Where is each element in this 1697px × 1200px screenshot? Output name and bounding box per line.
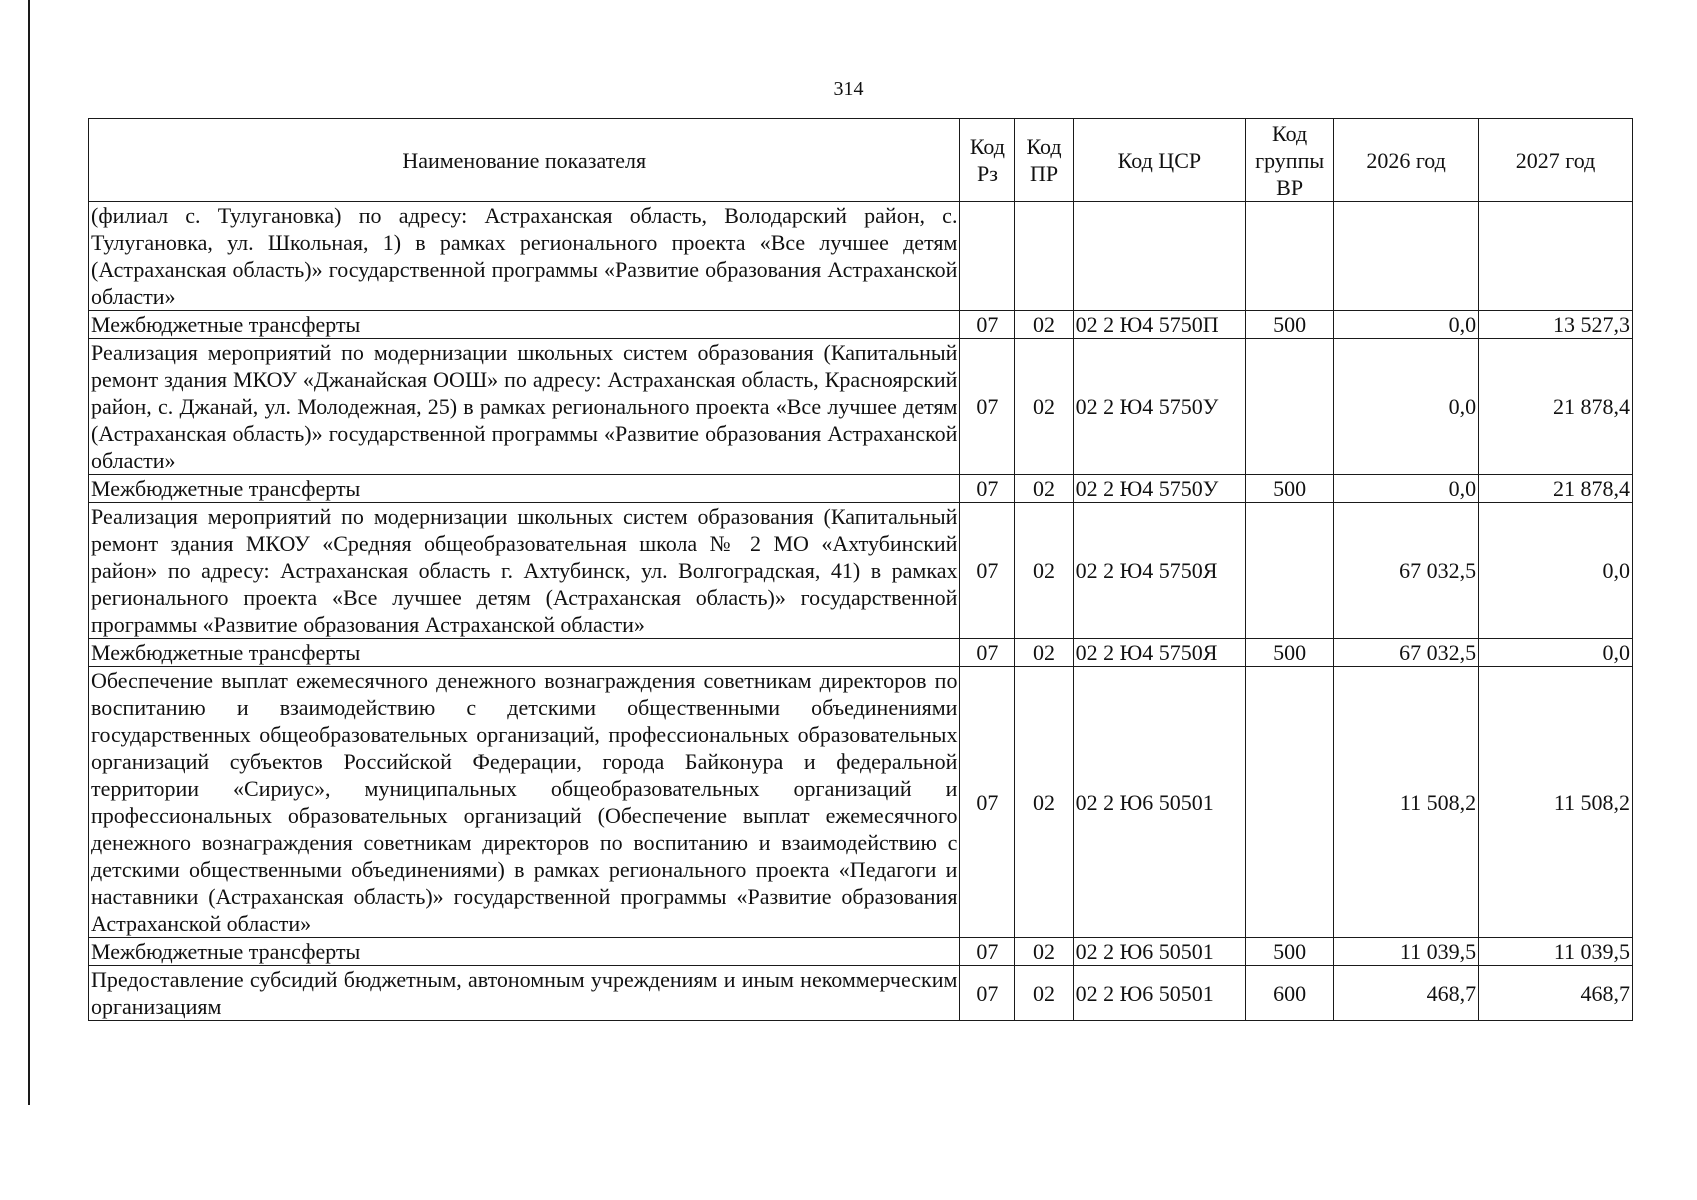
cell-vr	[1246, 503, 1334, 639]
cell-name: Реализация мероприятий по модернизации школьных систем образования (Капитальный ремонт здания МКОУ «Джанайская ООШ» по адресу: Астраханская область, Красноярский район, с. Джанай, ул. Молодежная, 25) в рамках регионального проекта «Все лучшее детям (Астраханская область)» государственной программы «Развитие образования Астраханской области»	[89, 339, 960, 475]
table-row	[89, 202, 1633, 311]
cell-2026: 0,0	[1334, 339, 1479, 475]
budget-table	[88, 118, 1633, 1021]
cell-pr: 02	[1015, 667, 1073, 938]
cell-pr: 02	[1015, 475, 1073, 503]
cell-name: Межбюджетные трансферты	[89, 311, 960, 339]
cell-pr: 02	[1015, 966, 1073, 1021]
cell-csr: 02 2 Ю4 5750Я	[1073, 503, 1246, 639]
cell-rz: 07	[960, 311, 1015, 339]
cell-csr: 02 2 Ю4 5750П	[1073, 311, 1246, 339]
cell-name: Обеспечение выплат ежемесячного денежного вознаграждения советникам директоров по воспитанию и взаимодействию с детскими общественными объединениями государственных общеобразовательных организаций, профессиональных образовательных организаций субъектов Российской Федерации, города Байконура и федеральной территории «Сириус», муниципальных общеобразовательных организаций и профессиональных образовательных организаций (Обеспечение выплат ежемесячного денежного вознаграждения советникам директоров по воспитанию и взаимодействию с детскими общественными объединениями) в рамках регионального проекта «Педагоги и наставники (Астраханская область)» государственной программы «Развитие образования Астраханской области»	[89, 667, 960, 938]
cell-pr: 02	[1015, 339, 1073, 475]
cell-rz: 07	[960, 639, 1015, 667]
cell-vr	[1246, 667, 1334, 938]
cell-rz: 07	[960, 339, 1015, 475]
header-pr: Код ПР	[1015, 119, 1073, 202]
cell-name: Межбюджетные трансферты	[89, 639, 960, 667]
cell-name: Межбюджетные трансферты	[89, 938, 960, 966]
table-row	[89, 966, 1633, 1021]
page-number: 314	[833, 78, 864, 100]
table-row	[89, 639, 1633, 667]
cell-2026: 67 032,5	[1334, 639, 1479, 667]
cell-name: Предоставление субсидий бюджетным, автономным учреждениям и иным некоммерческим организациям	[89, 966, 960, 1021]
cell-vr	[1246, 202, 1334, 311]
cell-pr: 02	[1015, 639, 1073, 667]
cell-pr: 02	[1015, 311, 1073, 339]
cell-name: (филиал с. Тулугановка) по адресу: Астраханская область, Володарский район, с. Тулугановка, ул. Школьная, 1) в рамках регионального проекта «Все лучшее детям (Астраханская область)» государственной программы «Развитие образования Астраханской области»	[89, 202, 960, 311]
cell-csr	[1073, 202, 1246, 311]
cell-2027: 0,0	[1479, 503, 1633, 639]
cell-vr: 500	[1246, 475, 1334, 503]
cell-2026: 11 508,2	[1334, 667, 1479, 938]
cell-csr: 02 2 Ю6 50501	[1073, 966, 1246, 1021]
header-vr: Код группы ВР	[1246, 119, 1334, 202]
table-row	[89, 503, 1633, 639]
cell-name: Реализация мероприятий по модернизации школьных систем образования (Капитальный ремонт здания МКОУ «Средняя общеобразовательная школа № 2 МО «Ахтубинский район» по адресу: Астраханская область г. Ахтубинск, ул. Волгоградская, 41) в рамках регионального проекта «Все лучшее детям (Астраханская область)» государственной программы «Развитие образования Астраханской области»	[89, 503, 960, 639]
cell-csr: 02 2 Ю6 50501	[1073, 938, 1246, 966]
cell-pr	[1015, 202, 1073, 311]
cell-csr: 02 2 Ю4 5750У	[1073, 339, 1246, 475]
cell-rz: 07	[960, 475, 1015, 503]
cell-rz: 07	[960, 503, 1015, 639]
cell-pr: 02	[1015, 938, 1073, 966]
header-2027: 2027 год	[1479, 119, 1633, 202]
cell-csr: 02 2 Ю4 5750Я	[1073, 639, 1246, 667]
cell-vr: 500	[1246, 938, 1334, 966]
cell-2027: 13 527,3	[1479, 311, 1633, 339]
table-row	[89, 667, 1633, 938]
header-2026: 2026 год	[1334, 119, 1479, 202]
cell-vr: 600	[1246, 966, 1334, 1021]
cell-2026: 0,0	[1334, 311, 1479, 339]
cell-rz: 07	[960, 966, 1015, 1021]
table-row	[89, 339, 1633, 475]
cell-csr: 02 2 Ю6 50501	[1073, 667, 1246, 938]
cell-vr	[1246, 339, 1334, 475]
cell-vr: 500	[1246, 311, 1334, 339]
cell-csr: 02 2 Ю4 5750У	[1073, 475, 1246, 503]
cell-2026: 468,7	[1334, 966, 1479, 1021]
table-row	[89, 475, 1633, 503]
cell-name: Межбюджетные трансферты	[89, 475, 960, 503]
binding-margin-line	[28, 0, 30, 1105]
header-name: Наименование показателя	[89, 119, 960, 202]
cell-rz: 07	[960, 667, 1015, 938]
cell-pr: 02	[1015, 503, 1073, 639]
cell-2027: 11 508,2	[1479, 667, 1633, 938]
cell-2027: 21 878,4	[1479, 339, 1633, 475]
cell-2026	[1334, 202, 1479, 311]
cell-2027	[1479, 202, 1633, 311]
cell-2026: 0,0	[1334, 475, 1479, 503]
cell-2027: 0,0	[1479, 639, 1633, 667]
table-row	[89, 311, 1633, 339]
cell-2027: 468,7	[1479, 966, 1633, 1021]
cell-2027: 21 878,4	[1479, 475, 1633, 503]
header-csr: Код ЦСР	[1073, 119, 1246, 202]
cell-2027: 11 039,5	[1479, 938, 1633, 966]
cell-rz: 07	[960, 938, 1015, 966]
cell-rz	[960, 202, 1015, 311]
cell-2026: 67 032,5	[1334, 503, 1479, 639]
table-header-row	[89, 119, 1633, 202]
header-rz: Код Рз	[960, 119, 1015, 202]
table-row	[89, 938, 1633, 966]
cell-vr: 500	[1246, 639, 1334, 667]
cell-2026: 11 039,5	[1334, 938, 1479, 966]
